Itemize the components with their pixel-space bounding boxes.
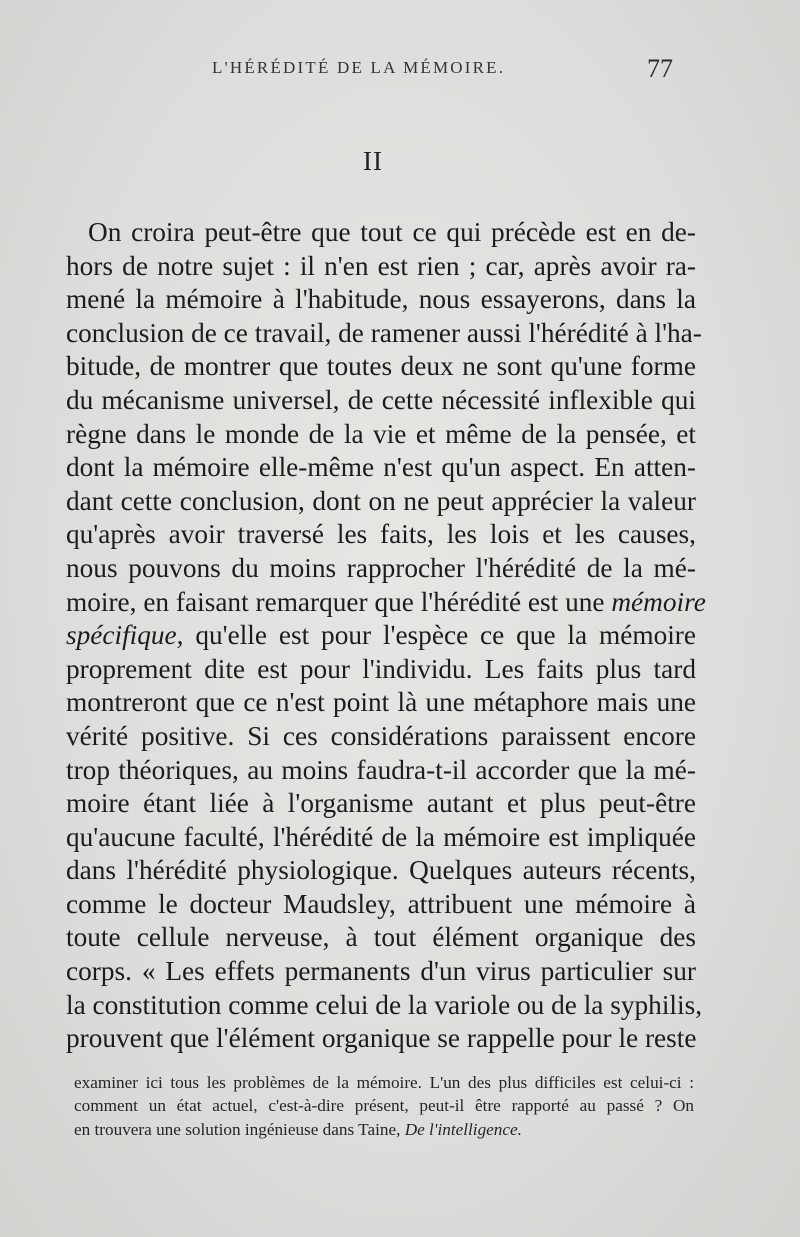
text-line: qu'aucune faculté, l'hérédité de la mémoire est impliquée xyxy=(66,821,696,852)
running-title: L'HÉRÉDITÉ DE LA MÉMOIRE. xyxy=(212,58,506,77)
text-line: règne dans le monde de la vie et même de la pensée, et xyxy=(66,418,696,449)
italic-term: mémoire xyxy=(611,586,706,617)
section-number: II xyxy=(363,146,383,176)
text-segment: qu'elle est pour l'espèce ce que la mémoire xyxy=(195,620,697,651)
text-line: la constitution comme celui de la variole ou de la syphilis, xyxy=(66,989,703,1020)
footnote-line: comment un état actuel, c'est-à-dire présent, peut-il être rapporté au passé ? On xyxy=(74,1096,694,1116)
text-line: mené la mémoire à l'habitude, nous essayerons, dans la xyxy=(66,284,696,315)
body-paragraph xyxy=(66,216,706,1056)
text-line: du mécanisme universel, de cette nécessité inflexible qui xyxy=(66,384,696,415)
text-line xyxy=(66,586,706,620)
text-line: dans l'hérédité physiologique. Quelques auteurs récents, xyxy=(66,855,696,886)
italic-term: spécifique, xyxy=(66,620,184,651)
text-line: dont la mémoire elle-même n'est qu'un aspect. En atten- xyxy=(66,452,696,483)
footnote-line: examiner ici tous les problèmes de la mémoire. L'un des plus difficiles est celui-ci : xyxy=(74,1073,694,1092)
text-line: moire étant liée à l'organisme autant et plus peut-être xyxy=(66,788,696,819)
text-line xyxy=(66,619,696,653)
running-head xyxy=(0,56,800,86)
text-line: qu'après avoir traversé les faits, les lois et les causes, xyxy=(66,519,696,550)
page-number: 77 xyxy=(647,54,673,83)
text-line: On croira peut-être que tout ce qui précède est en de- xyxy=(88,217,696,247)
text-line: comme le docteur Maudsley, attribuent une mémoire à xyxy=(66,888,696,919)
footnote-text: en trouvera une solution ingénieuse dans Taine, xyxy=(74,1119,401,1139)
text-line: trop théoriques, au moins faudra-t-il accorder que la mé- xyxy=(66,754,696,785)
text-line: corps. « Les effets permanents d'un virus particulier sur xyxy=(66,956,696,987)
text-line: dant cette conclusion, dont on ne peut apprécier la valeur xyxy=(66,485,696,516)
text-line: prouvent que l'élément organique se rappelle pour le reste xyxy=(66,1023,697,1054)
text-line: toute cellule nerveuse, à tout élément organique des xyxy=(66,922,696,953)
book-title: De l'intelligence. xyxy=(404,1119,522,1139)
text-line: bitude, de montrer que toutes deux ne sont qu'une forme xyxy=(66,351,696,382)
text-segment: moire, en faisant remarquer que l'hérédité est une xyxy=(66,586,605,617)
text-line: hors de notre sujet : il n'en est rien ; car, après avoir ra- xyxy=(66,250,696,281)
text-line: conclusion de ce travail, de ramener aussi l'hérédité à l'ha- xyxy=(66,317,702,348)
footnote xyxy=(74,1071,694,1141)
text-line: proprement dite est pour l'individu. Les faits plus tard xyxy=(66,653,696,684)
text-line: vérité positive. Si ces considérations paraissent encore xyxy=(66,720,696,751)
text-line: nous pouvons du moins rapprocher l'hérédité de la mé- xyxy=(66,552,696,583)
footnote-line xyxy=(74,1118,694,1141)
text-line: montreront que ce n'est point là une métaphore mais une xyxy=(66,687,696,718)
